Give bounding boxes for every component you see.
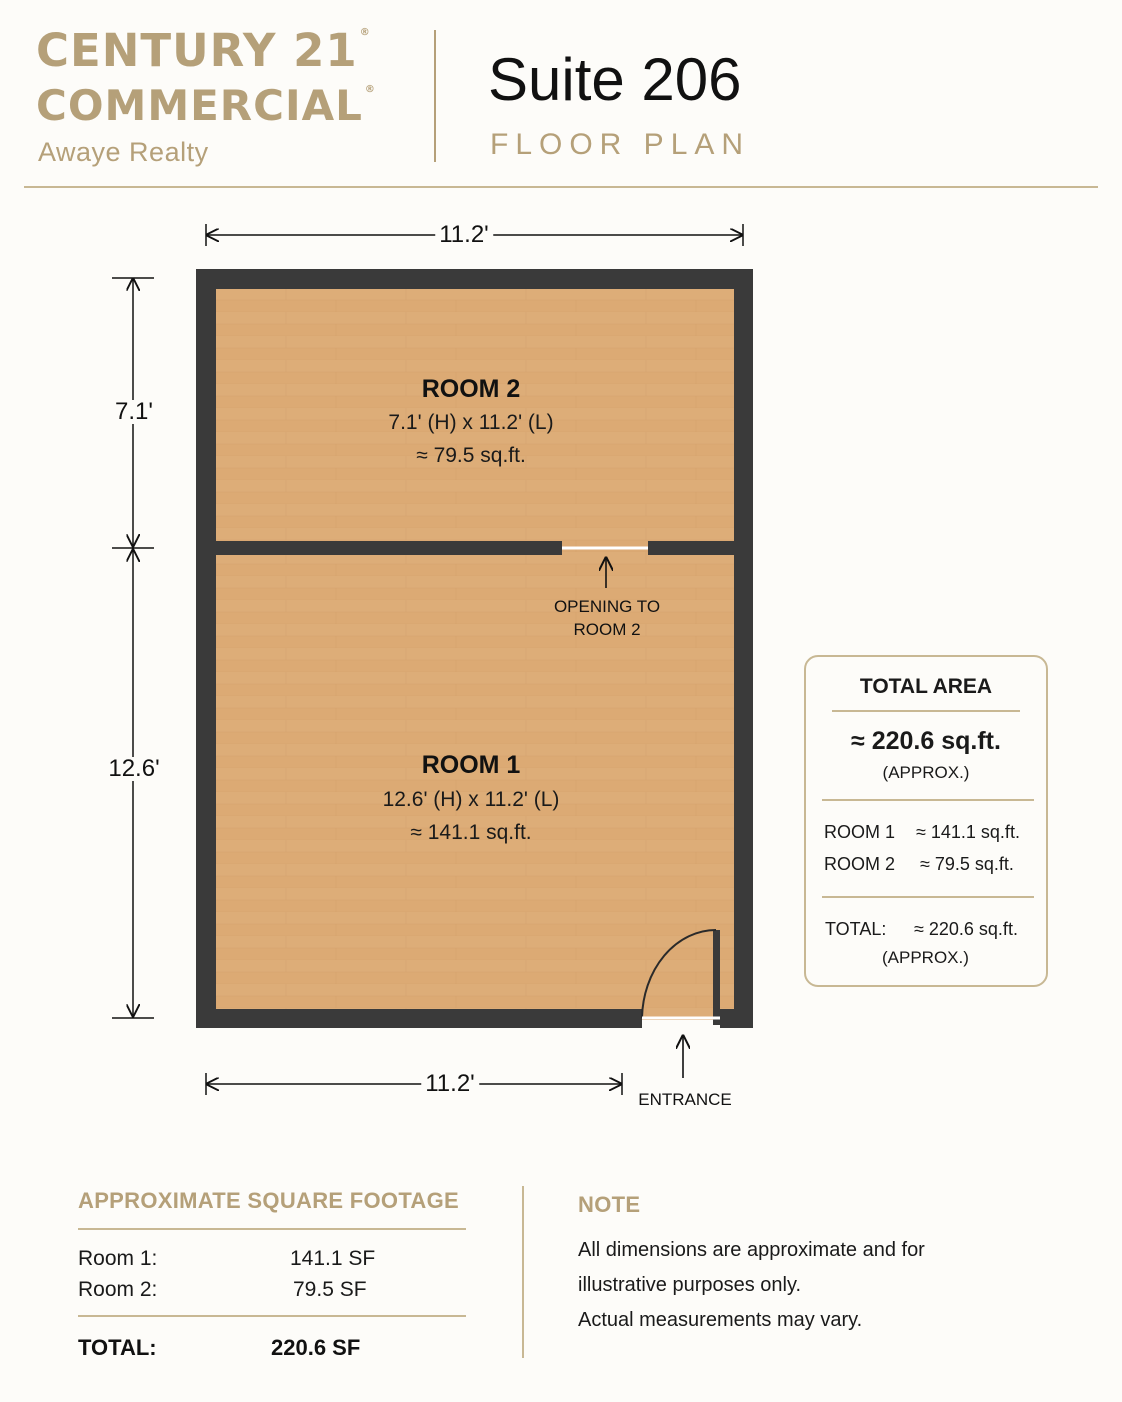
- page-title: Suite 206: [488, 46, 742, 113]
- room2-size: 7.1' (H) x 11.2' (L): [388, 411, 554, 434]
- card-room2-label: ROOM 2: [824, 854, 896, 874]
- total-area-title: TOTAL AREA: [859, 675, 993, 698]
- room1-size: 12.6' (H) x 11.2' (L): [382, 788, 560, 811]
- card-total-value: ≈ 220.6 sq.ft.: [914, 919, 1018, 939]
- card-rule-1: [832, 710, 1020, 712]
- wall-left: [196, 269, 216, 1028]
- wall-bottom-right: [720, 1009, 753, 1028]
- footage-total-value: 220.6 SF: [271, 1335, 361, 1360]
- footage-heading: APPROXIMATE SQUARE FOOTAGE: [78, 1188, 460, 1213]
- card-rule-3: [822, 896, 1034, 898]
- wall-bottom-left: [196, 1009, 642, 1028]
- room1-name: ROOM 1: [421, 751, 521, 779]
- brand-logo-line2: COMMERCIAL ®: [36, 81, 376, 130]
- page-subtitle: FLOOR PLAN: [490, 128, 751, 161]
- card-room2-value: ≈ 79.5 sq.ft.: [920, 854, 1014, 874]
- opening-label-line2: ROOM 2: [573, 620, 641, 639]
- card-room1-label: ROOM 1: [824, 822, 896, 842]
- dim-top-label: 11.2': [435, 223, 493, 247]
- dim-room2-height-label: 7.1': [111, 400, 157, 424]
- note-line-3: Actual measurements may vary.: [578, 1309, 863, 1331]
- registered-mark: ®: [364, 84, 376, 95]
- footage-total-label: TOTAL:: [78, 1335, 157, 1360]
- footage-rule-top: [78, 1228, 466, 1230]
- room1-area: ≈ 141.1 sq.ft.: [410, 821, 532, 844]
- opening-label-line1: OPENING TO: [553, 597, 661, 616]
- footage-room1-value: 141.1 SF: [290, 1247, 376, 1270]
- dim-room1-height-label: 12.6': [104, 757, 163, 781]
- registered-mark: ®: [359, 27, 371, 38]
- total-area-value: ≈ 220.6 sq.ft.: [851, 727, 1001, 755]
- dim-bottom-label: 11.2': [421, 1072, 479, 1096]
- footage-room2-label: Room 2:: [78, 1278, 158, 1301]
- opening-label: [554, 595, 660, 641]
- interior-wall-right: [648, 541, 738, 555]
- footage-rule-bottom: [78, 1315, 466, 1317]
- footage-room1-label: Room 1:: [78, 1247, 158, 1270]
- room2-name: ROOM 2: [421, 375, 521, 403]
- brand-logo-line1: CENTURY 21 ®: [36, 24, 371, 77]
- total-area-card: [804, 655, 1048, 987]
- interior-wall-left: [210, 541, 562, 555]
- wall-top: [196, 269, 753, 289]
- footage-room2-value: 79.5 SF: [293, 1278, 367, 1301]
- card-total-approx: (APPROX.): [882, 948, 969, 967]
- card-room1-value: ≈ 141.1 sq.ft.: [916, 822, 1020, 842]
- card-total-label: TOTAL:: [825, 919, 887, 939]
- footer-divider: [522, 1186, 524, 1358]
- note-heading: NOTE: [578, 1192, 641, 1217]
- note-line-1: All dimensions are approximate and for: [578, 1239, 925, 1261]
- note-line-2: illustrative purposes only.: [578, 1274, 802, 1296]
- entrance-label: ENTRANCE: [638, 1090, 732, 1109]
- door-leaf: [713, 930, 720, 1025]
- wall-right: [734, 269, 753, 1028]
- card-rule-2: [822, 799, 1034, 801]
- brand-subtitle: Awaye Realty: [38, 137, 209, 167]
- total-area-approx: (APPROX.): [882, 763, 970, 782]
- room2-area: ≈ 79.5 sq.ft.: [416, 444, 526, 467]
